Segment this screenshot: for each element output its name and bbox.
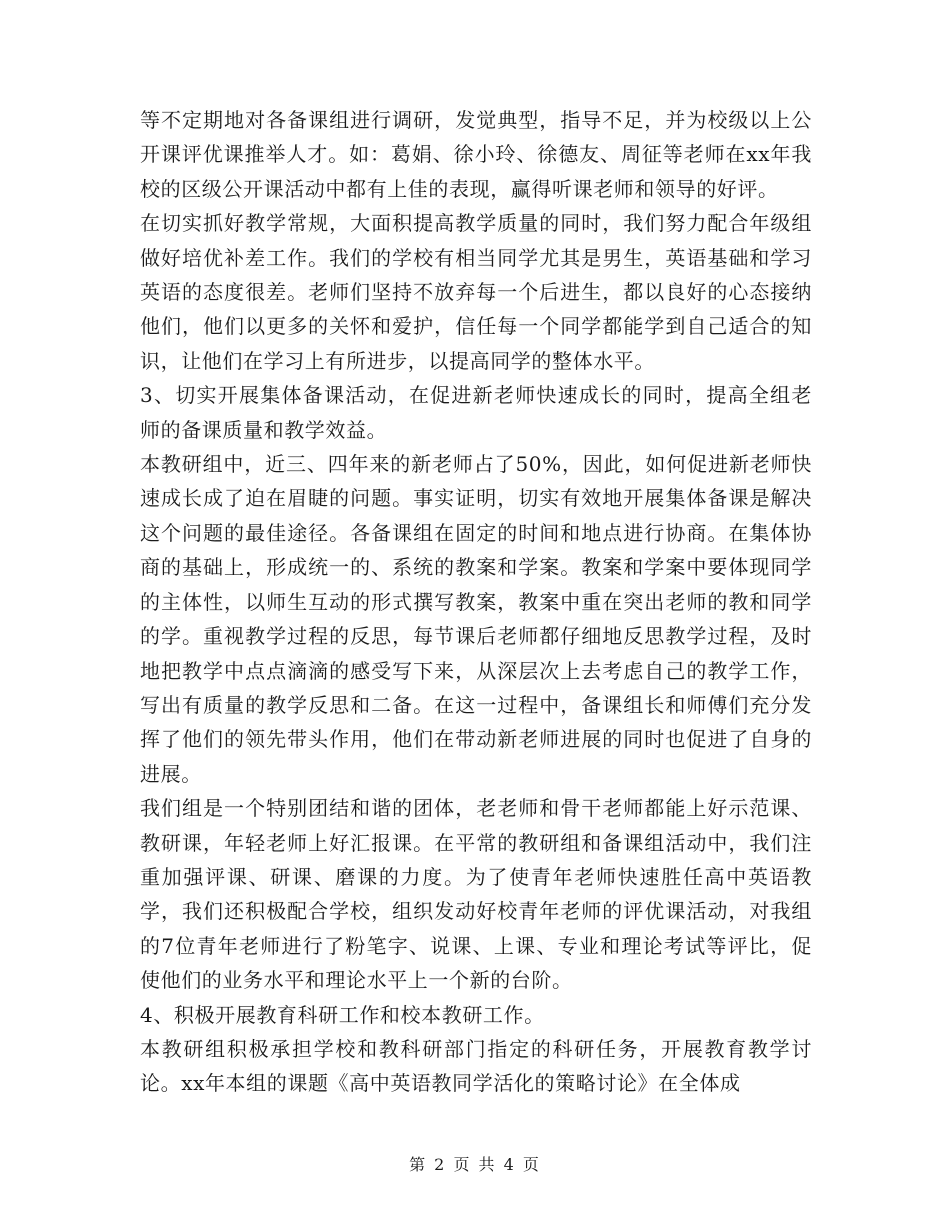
paragraph-5: 我们组是一个特别团结和谐的团体，老老师和骨干老师都能上好示范课、教研课，年轻老师上好汇报课。在平常的教研组和备课组活动中，我们注重加强评课、研课、磨课的力度。为了使青年老师快速胜任高中英语教学，我们还积极配合学校，组织发动好校青年老师的评优课活动，对我组的7位青年老师进行了粉笔字、说课、上课、专业和理论考试等评比，促使他们的业务水平和理论水平上一个新的台阶。 bbox=[140, 796, 812, 993]
paragraph-3: 3、切实开展集体备课活动，在促进新老师快速成长的同时，提高全组老师的备课质量和教学效益。 bbox=[140, 383, 812, 442]
paragraph-6: 4、积极开展教育科研工作和校本教研工作。 bbox=[140, 1002, 545, 1027]
page-number-footer: 第 2 页 共 4 页 bbox=[409, 1155, 541, 1174]
document-body bbox=[140, 103, 812, 1101]
paragraph-7: 本教研组积极承担学校和教科研部门指定的科研任务，开展教育教学讨论。xx年本组的课题《高中英语教同学活化的策略讨论》在全体成 bbox=[140, 1036, 812, 1096]
paragraph-1: 等不定期地对各备课组进行调研，发觉典型，指导不足，并为校级以上公开课评优课推举人才。如：葛娟、徐小玲、徐德友、周征等老师在xx年我校的区级公开课活动中都有上佳的表现，赢得听课老师和领导的好评。 bbox=[140, 108, 812, 201]
paragraph-2: 在切实抓好教学常规，大面积提高教学质量的同时，我们努力配合年级组做好培优补差工作。我们的学校有相当同学尤其是男生，英语基础和学习英语的态度很差。老师们坚持不放弃每一个后进生，都以良好的心态接纳他们，他们以更多的关怀和爱护，信任每一个同学都能学到自己适合的知识，让他们在学习上有所进步，以提高同学的整体水平。 bbox=[140, 211, 812, 373]
paragraph-4: 本教研组中，近三、四年来的新老师占了50%，因此，如何促进新老师快速成长成了迫在眉睫的问题。事实证明，切实有效地开展集体备课是解决这个问题的最佳途径。各备课组在固定的时间和地点进行协商。在集体协商的基础上，形成统一的、系统的教案和学案。教案和学案中要体现同学的主体性，以师生互动的形式撰写教案，教案中重在突出老师的教和同学的学。重视教学过程的反思，每节课后老师都仔细地反思教学过程，及时地把教学中点点滴滴的感受写下来，从深层次上去考虑自己的教学工作，写出有质量的教学反思和二备。在这一过程中，备课组长和师傅们充分发挥了他们的领先带头作用，他们在带动新老师进展的同时也促进了自身的进展。 bbox=[140, 452, 812, 786]
